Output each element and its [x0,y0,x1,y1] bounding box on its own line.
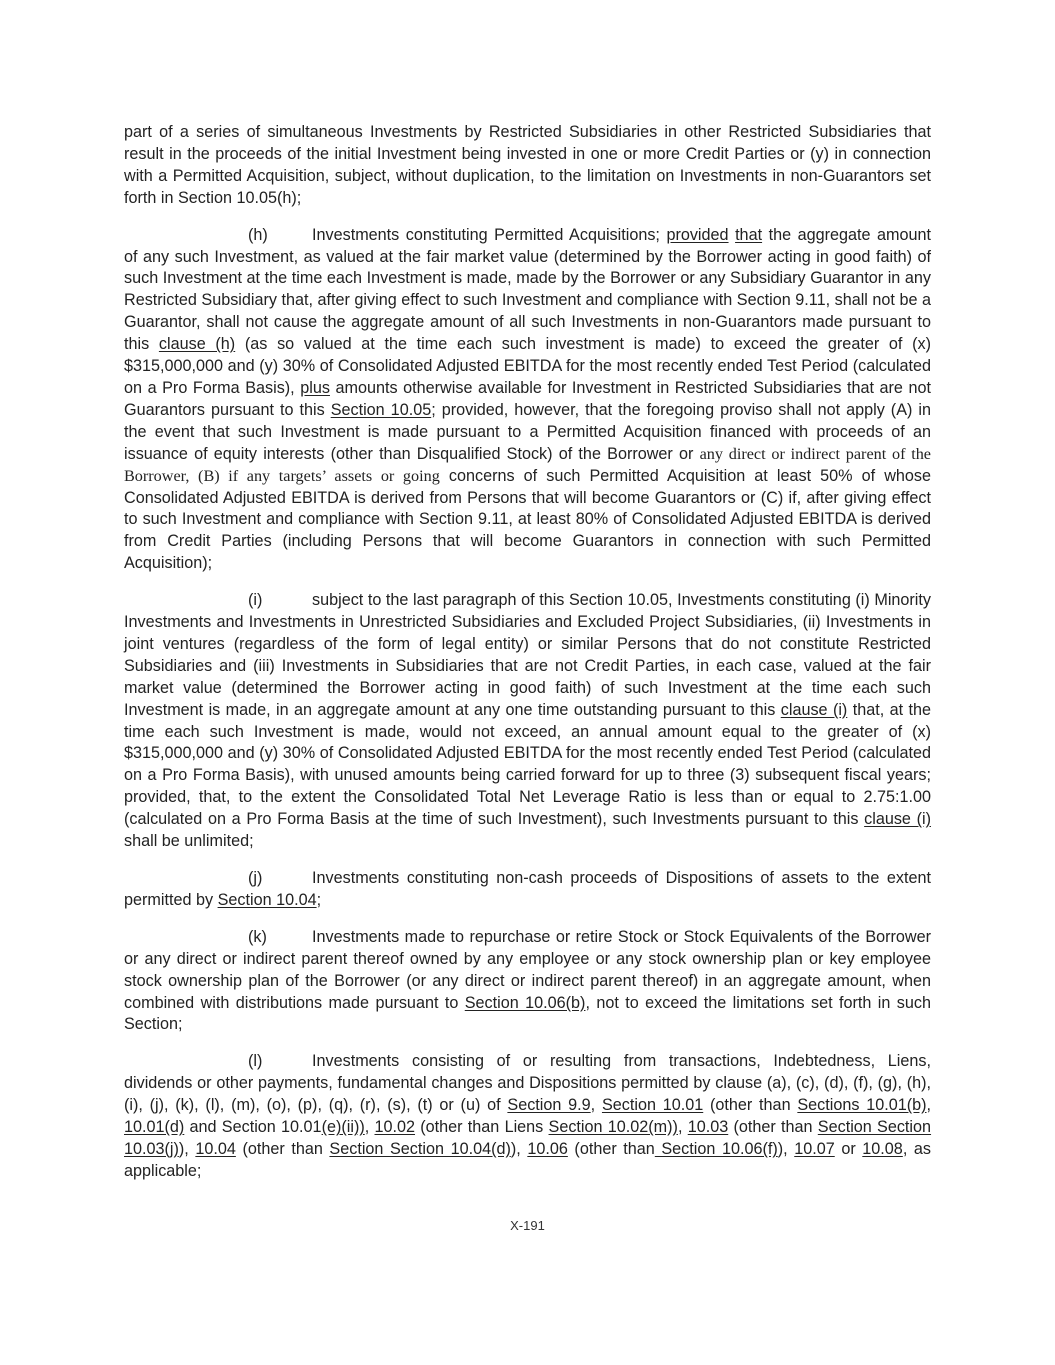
text: or [834,1139,863,1158]
text: , [590,1096,602,1115]
text: part of a series of simultaneous Investments by Restricted Subsidiaries in other Restricted Subsidiaries that result in the proceeds of the initial Investment being invested in one or more Credit Parties or (y) in connection with a Permitted Acquisition, subject, without duplication, to the limitation on Investments in non-Guarantors set forth in Section 10.05(h); [124,123,931,207]
text: that, at the time each such Investment is made, would not exceed, an annual amount equal to the greater of (x) $315,000,000 and (y) 30% of Consolidated Adjusted EBITDA for the most recently ended Test Period (calculated on a Pro Forma Basis), with unused amounts being carried forward for up to three (3) subsequent fiscal years; provided, that, to the extent the Consolidated Total Net Leverage Ratio is less than or equal to 2.75:1.00 (calculated on a Pro Forma Basis at the time of such Investment), such Investments pursuant to this [124,700,931,829]
text: Investments constituting Permitted Acquisitions; [312,225,667,244]
text: amounts otherwise available for Investment in Restricted Subsidiaries that are not Guarantors pursuant to this [124,378,931,419]
section-reference: Section 10.05 [330,400,432,419]
section-reference: Section Section 10.04(d) [329,1139,511,1158]
section-reference: (e)(ii)) [321,1118,365,1137]
clause-marker-i: (i) [248,591,263,610]
section-reference: Section 10.06(f) [654,1139,778,1158]
clause-reference: clause (h) [158,335,236,354]
section-reference: Section 9.9 [507,1096,591,1115]
text: (other than [703,1096,798,1115]
document-page [124,122,931,1198]
paragraph-i [124,590,931,853]
page-number: X-191 [510,1218,545,1233]
text: and Section 10.01 [184,1118,322,1137]
text: ), [178,1139,196,1158]
paragraph-g-continuation [124,122,931,210]
text: (other than [235,1139,330,1158]
paragraph-k [124,927,931,1037]
section-reference: 10.01(d) [124,1118,185,1137]
section-reference: 10.06 [527,1139,568,1158]
serif-text-run: any direct or indirect parent of the Borrower, (B) if any targets’ assets or going [124,444,931,485]
text: concerns of such Permitted Acquisition at least 50% of whose Consolidated Adjusted EBITDA is derived from Persons that will become Guarantors or (C) if, after giving effect to such Investment and compliance with Section 9.11, at least 80% of Consolidated Adjusted EBITDA is derived from Credit Parties (including Persons that will become Guarantors in connection with such Permitted Acquisition); [124,466,931,573]
text: , not to exceed the limitations set forth in such Section; [124,993,931,1034]
paragraph-j [124,868,931,912]
text: Investments made to repurchase or retire Stock or Stock Equivalents of the Borrower or any direct or indirect parent thereof owned by any employee or any stock ownership plan or key employee stock ownership plan of the Borrower (or any direct or indirect parent thereof) in an aggregate amount, when combined with distributions made pursuant to [124,927,931,1012]
clause-marker-l: (l) [248,1052,263,1071]
underlined-term: plus [300,378,330,397]
text: ), [777,1139,795,1158]
section-reference: 10.03 [687,1118,729,1137]
section-reference: 10.04 [195,1139,236,1158]
section-reference: Section 10.02(m)) [548,1118,678,1137]
underlined-term: that [735,225,763,244]
text: , as applicable; [124,1139,931,1180]
section-reference: Section Section 10.03(j) [124,1118,932,1158]
section-reference: 10.07 [794,1139,835,1158]
text: subject to the last paragraph of this Section 10.05, Investments constituting (i) Minority Investments and Investments in Unrestricted Subsidiaries and Excluded Project Subsidiaries, (ii) Investments in joint ventures (regardless of the form of legal entity) or similar Persons that do not constitute Restricted Subsidiaries and (iii) Investments in Subsidiaries that are not Credit Parties, in each case, valued at the fair market value (determined the Borrower acting in good faith) of such Investment at the time each such Investment is made, in an aggregate amount at any one time outstanding pursuant to this [124,591,931,719]
text: shall be unlimited; [124,832,254,851]
text: , [926,1096,931,1115]
text: ; [316,890,322,909]
section-reference: Section 10.06(b) [464,993,586,1012]
paragraph-h [124,225,931,576]
text: the aggregate amount of any such Investment, as valued at the fair market value (determined by the Borrower acting in good faith) of such Investment at the time each Investment is made, made by the Borrower or any Subsidiary Guarantor in any Restricted Subsidiary that, after giving effect to such Investment and compliance with Section 9.11, shall not be a Guarantor, shall not cause the aggregate amount of all such Investments in non-Guarantors made pursuant to this [124,225,931,354]
paragraph-l [124,1051,931,1182]
text: (other than Liens [415,1118,549,1137]
clause-reference: clause (i) [780,700,848,719]
section-reference: 10.08 [862,1139,903,1158]
section-reference: 10.02 [374,1118,416,1137]
text: (other than [728,1118,818,1137]
clause-reference: clause (i) [864,810,931,829]
text: Investments consisting of or resulting from transactions, Indebtedness, Liens, dividends or other payments, fundamental changes and Dispositions permitted by clause (a), (c), (d), (f), (g), (h), (i), (j), (k), (l), (m), (o), (p), (q), (r), (s), (t) or (u) of [124,1052,931,1115]
clause-marker-k: (k) [248,927,267,946]
text: , [364,1118,375,1137]
clause-marker-h: (h) [248,225,268,244]
text: ; provided, however, that the foregoing proviso shall not apply (A) in the event that such Investment is made pursuant to a Permitted Acquisition financed with proceeds of an issuance of equity interests (other than Disqualified Stock) of the Borrower or [124,400,931,463]
text: ), [510,1139,528,1158]
text: Investments constituting non-cash proceeds of Dispositions of assets to the extent permitted by [124,869,931,909]
section-reference: Section 10.01 [601,1096,704,1115]
text: (as so valued at the time each such investment is made) to exceed the greater of (x) $315,000,000 and (y) 30% of Consolidated Adjusted EBITDA for the most recently ended Test Period (calculated on a Pro Forma Basis), [124,335,931,397]
text: (other than [567,1139,655,1158]
clause-marker-j: (j) [248,869,263,887]
section-reference: Sections 10.01(b) [797,1096,927,1115]
section-reference: Section 10.04 [217,890,317,909]
underlined-term: provided [666,225,729,244]
text: , [677,1118,688,1137]
